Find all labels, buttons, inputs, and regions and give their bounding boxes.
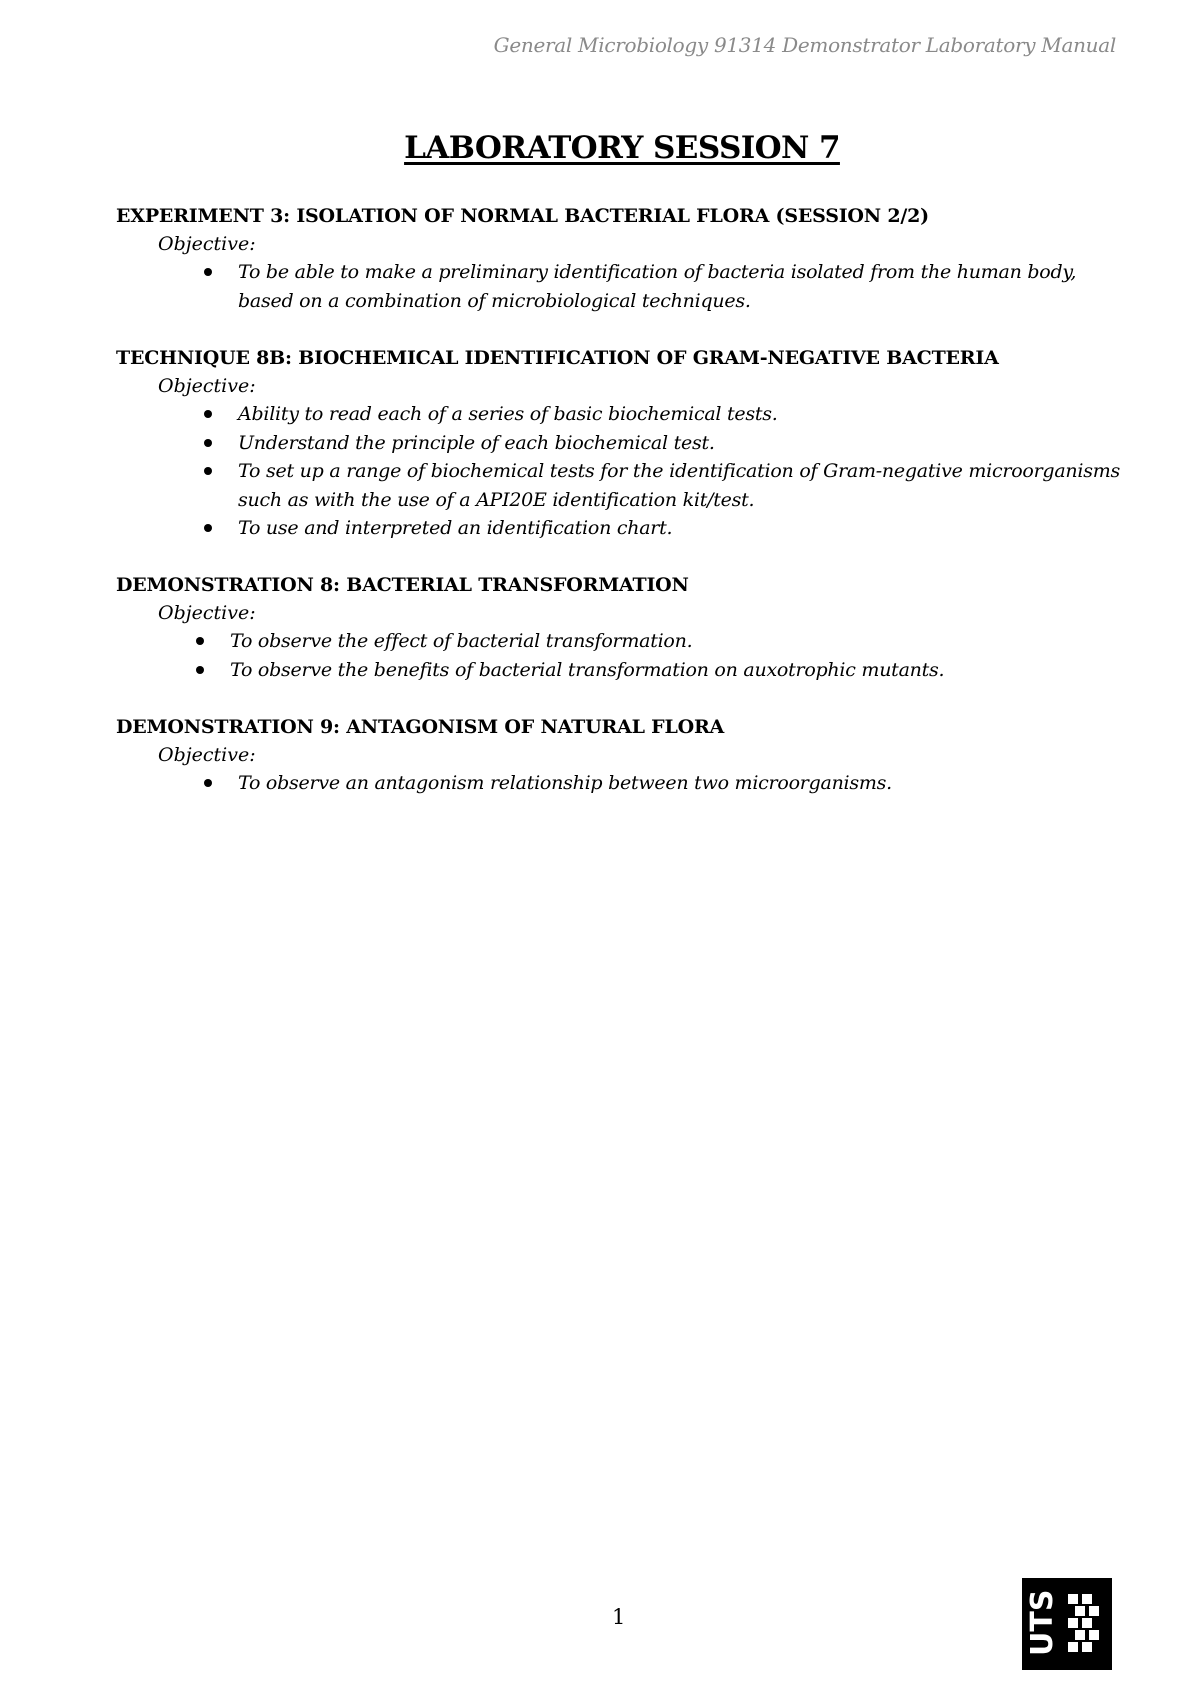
uts-logo bbox=[1022, 1578, 1112, 1670]
list-item-text: Ability to read each of a series of basic biochemical tests. bbox=[238, 403, 778, 425]
page-title: LABORATORY SESSION 7 bbox=[404, 130, 840, 166]
section-heading: TECHNIQUE 8B: BIOCHEMICAL IDENTIFICATION OF GRAM-NEGATIVE BACTERIA bbox=[116, 347, 999, 369]
bullet-icon bbox=[196, 666, 204, 674]
objective-list bbox=[116, 769, 1120, 798]
list-item-text: To use and interpreted an identification chart. bbox=[238, 517, 673, 539]
list-item-text: To observe the benefits of bacterial transformation on auxotrophic mutants. bbox=[230, 658, 945, 681]
page-number: 1 bbox=[612, 1605, 626, 1629]
uts-logo-icon bbox=[1022, 1578, 1112, 1670]
section-demonstration-8 bbox=[116, 571, 1120, 684]
objective-list bbox=[116, 627, 1120, 684]
section-heading: EXPERIMENT 3: ISOLATION OF NORMAL BACTERIAL FLORA (SESSION 2/2) bbox=[116, 205, 929, 227]
objective-label: Objective: bbox=[158, 233, 256, 255]
list-item-text: To set up a range of biochemical tests for the identification of Gram-negative microorganisms such as with the use of a API20E identification kit/test. bbox=[238, 460, 1120, 511]
bullet-icon bbox=[204, 410, 212, 418]
objective-label: Objective: bbox=[158, 375, 256, 397]
list-item-text: To observe the effect of bacterial transformation. bbox=[230, 630, 693, 652]
running-header: General Microbiology 91314 Demonstrator Laboratory Manual bbox=[493, 33, 1116, 57]
section-demonstration-9 bbox=[116, 713, 1120, 798]
list-item bbox=[116, 258, 1120, 315]
bullet-icon bbox=[196, 637, 204, 645]
bullet-icon bbox=[204, 268, 212, 276]
list-item bbox=[116, 400, 1120, 429]
bullet-icon bbox=[204, 779, 212, 787]
objective-label: Objective: bbox=[158, 744, 256, 766]
objective-list bbox=[116, 258, 1120, 315]
list-item bbox=[116, 429, 1120, 458]
uts-logo-wordmark: UTS bbox=[1025, 1589, 1060, 1656]
list-item-text: Understand the principle of each biochemical test. bbox=[238, 431, 715, 454]
list-item bbox=[116, 627, 1120, 656]
list-item bbox=[116, 514, 1120, 543]
section-heading: DEMONSTRATION 8: BACTERIAL TRANSFORMATION bbox=[116, 574, 689, 596]
section-experiment-3 bbox=[116, 202, 1120, 315]
list-item bbox=[116, 457, 1120, 514]
section-technique-8b bbox=[116, 344, 1120, 543]
objective-label: Objective: bbox=[158, 602, 256, 624]
bullet-icon bbox=[204, 467, 212, 475]
bullet-icon bbox=[204, 439, 212, 447]
section-heading: DEMONSTRATION 9: ANTAGONISM OF NATURAL FLORA bbox=[116, 716, 725, 738]
list-item-text: To observe an antagonism relationship between two microorganisms. bbox=[238, 772, 892, 794]
objective-list bbox=[116, 400, 1120, 543]
list-item-text: To be able to make a preliminary identification of bacteria isolated from the human body, based on a combination of microbiological techniques. bbox=[238, 261, 1077, 312]
list-item bbox=[116, 769, 1120, 798]
bullet-icon bbox=[204, 524, 212, 532]
list-item bbox=[116, 656, 1120, 685]
